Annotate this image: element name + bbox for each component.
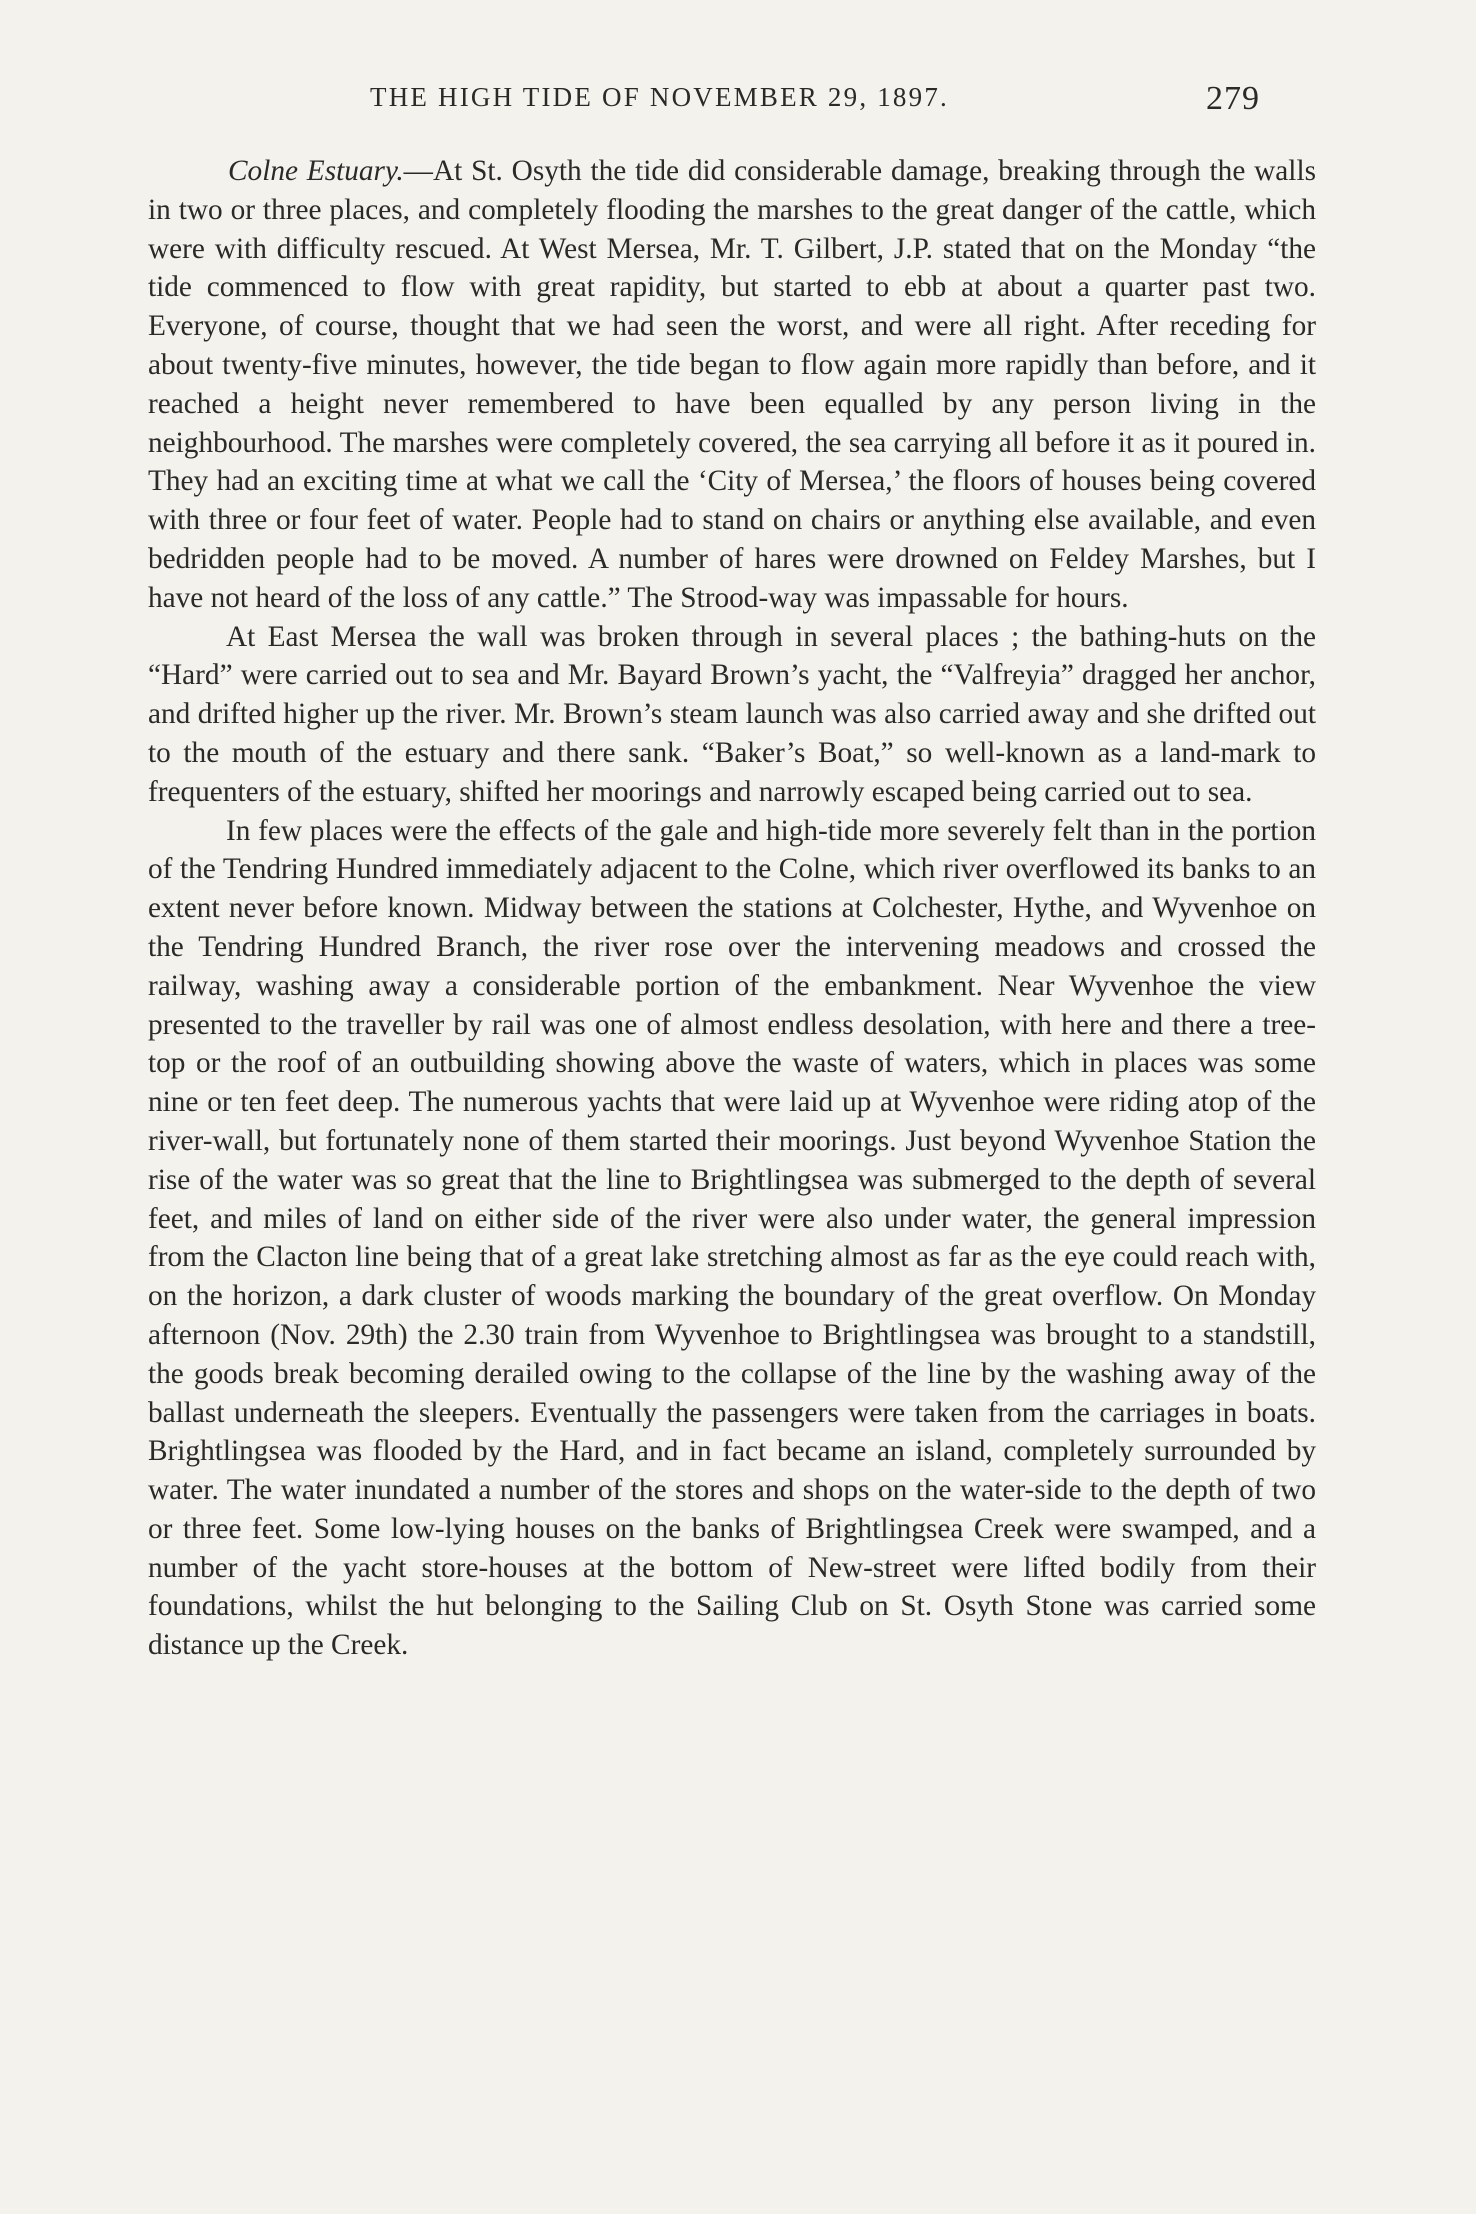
paragraph-text: —At St. Osyth the tide did considerable damage, breaking through the walls in two or three places, and completely flooding the marshes to the great danger of the cattle, which were with difficulty rescued. At West Mersea, Mr. T. Gilbert, J.P. stated that on the Monday “the tide commenced to flow with great rapidity, but started to ebb at about a quarter past two. Everyone, of course, thought that we had seen the worst, and were all right. After receding for about twenty-five minutes, however, the tide began to flow again more rapidly than before, and it reached a height never remembered to have been equalled by any person living in the neighbourhood. The marshes were completely covered, the sea carrying all before it as it poured in. They had an exciting time at what we call the ‘City of Mersea,’ the floors of houses being covered with three or four feet of water. People had to stand on chairs or anything else available, and even bedridden people had to be moved. A number of hares were drowned on Feldey Marshes, but I have not heard of the loss of any cattle.” The Strood-way was impassable for hours. xyxy=(148,155,1316,614)
body-text xyxy=(148,152,1316,1665)
paragraph-colne-estuary xyxy=(148,152,1316,618)
section-heading: Colne Estuary. xyxy=(228,155,404,187)
page-number: 279 xyxy=(1206,80,1260,117)
running-head xyxy=(0,80,1476,140)
paragraph-tendring-hundred: In few places were the effects of the gale and high-tide more severely felt than in the portion of the Tendring Hundred immediately adjacent to the Colne, which river overflowed its banks to an extent never before known. Midway between the stations at Colchester, Hythe, and Wyvenhoe on the Tendring Hundred Branch, the river rose over the intervening meadows and crossed the railway, washing away a considerable portion of the embankment. Near Wyvenhoe the view presented to the traveller by rail was one of almost endless desolation, with here and there a tree-top or the roof of an outbuilding showing above the waste of waters, which in places was some nine or ten feet deep. The numerous yachts that were laid up at Wyvenhoe were riding atop of the river-wall, but fortunately none of them started their moorings. Just beyond Wyvenhoe Station the rise of the water was so great that the line to Brightlingsea was submerged to the depth of several feet, and miles of land on either side of the river were also under water, the general impression from the Clacton line being that of a great lake stretching almost as far as the eye could reach with, on the horizon, a dark cluster of woods marking the boundary of the great overflow. On Monday afternoon (Nov. 29th) the 2.30 train from Wyvenhoe to Brightlingsea was brought to a standstill, the goods break becoming derailed owing to the collapse of the line by the washing away of the ballast underneath the sleepers. Eventually the passengers were taken from the carriages in boats. Brightlingsea was flooded by the Hard, and in fact became an island, completely surrounded by water. The water inundated a number of the stores and shops on the water-side to the depth of two or three feet. Some low-lying houses on the banks of Brightlingsea Creek were swamped, and a number of the yacht store-houses at the bottom of New-street were lifted bodily from their foundations, whilst the hut belonging to the Sailing Club on St. Osyth Stone was carried some distance up the Creek. xyxy=(148,814,1316,1662)
paragraph-east-mersea: At East Mersea the wall was broken through in several places ; the bathing-huts on the “Hard” were carried out to sea and Mr. Bayard Brown’s yacht, the “Valfreyia” dragged her anchor, and drifted higher up the river. Mr. Brown’s steam launch was also carried away and she drifted out to the mouth of the estuary and there sank. “Baker’s Boat,” so well-known as a land-mark to frequenters of the estuary, shifted her moorings and narrowly escaped being carried out to sea. xyxy=(148,620,1316,808)
running-title: THE HIGH TIDE OF NOVEMBER 29, 1897. xyxy=(370,82,949,112)
